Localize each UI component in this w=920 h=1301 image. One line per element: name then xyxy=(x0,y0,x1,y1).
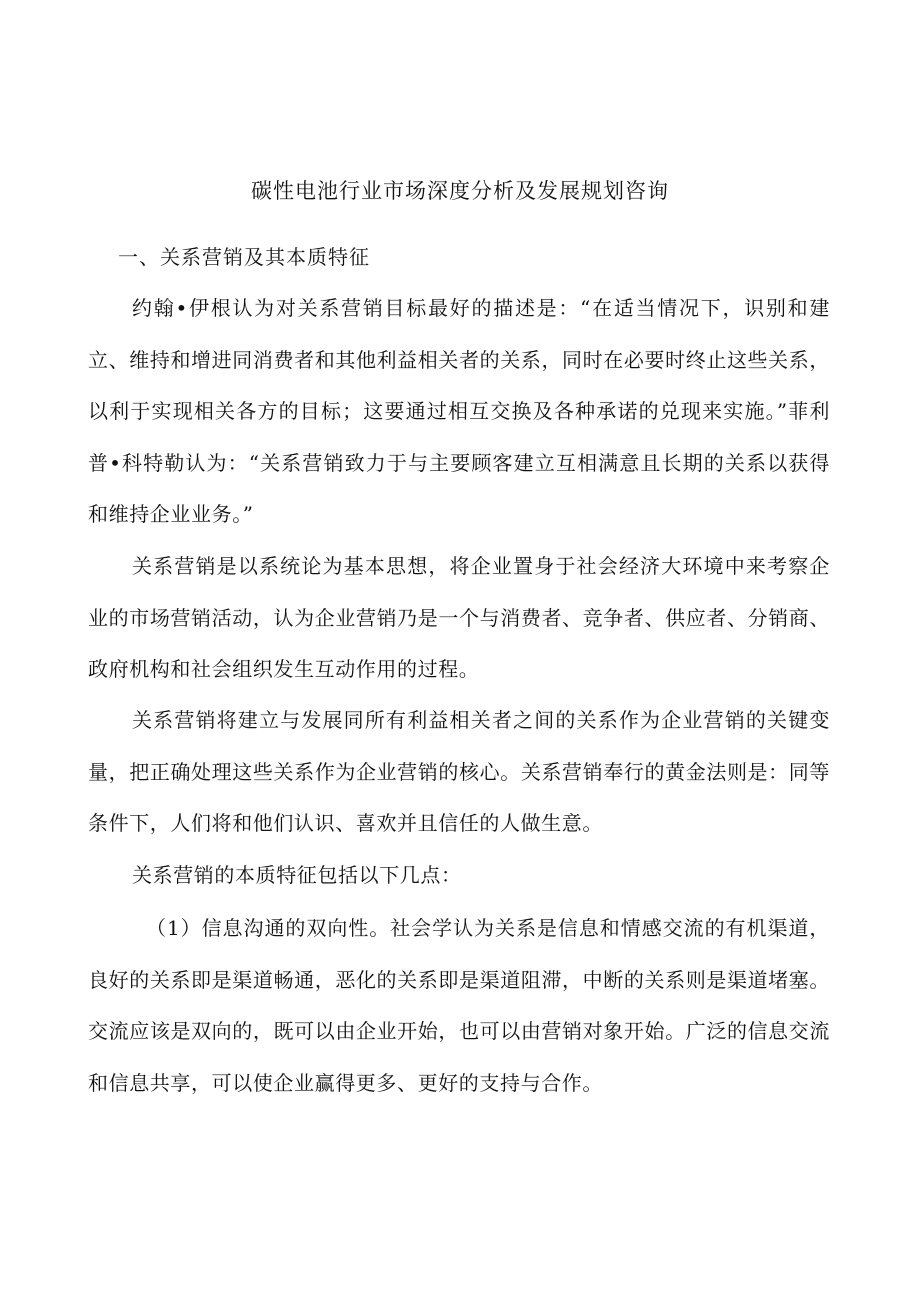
paragraph-two-way-communication: （1）信息沟通的双向性。社会学认为关系是信息和情感交流的有机渠道，良好的关系即是渠道畅通，恶化的关系即是渠道阻滞，中断的关系则是渠道堵塞。交流应该是双向的，既可以由企业开始，也可以由营销对象开始。广泛的信息交流和信息共享，可以使企业赢得更多、更好的支持与合作。 xyxy=(88,916,830,1095)
paragraph-characteristics-intro: 关系营销的本质特征包括以下几点： xyxy=(132,863,462,887)
section-heading: 一、关系营销及其本质特征 xyxy=(118,245,370,269)
paragraph-relationship-marketing-definition: 约翰•伊根认为对关系营销目标最好的描述是：“在适当情况下，识别和建立、维持和增进同消费者和其他利益相关者的关系，同时在必要时终止这些关系，以利于实现相关各方的目标；这要通过相互交换及各种承诺的兑现来实施。”菲利普•科特勒认为：“关系营销致力于与主要顾客建立互相满意且长期的关系以获得和维持企业业务。” xyxy=(88,296,830,527)
paragraph-system-theory: 关系营销是以系统论为基本思想，将企业置身于社会经济大环境中来考察企业的市场营销活动，认为企业营销乃是一个与消费者、竞争者、供应者、分销商、政府机构和社会组织发生互动作用的过程。 xyxy=(88,554,830,682)
document-title: 碳性电池行业市场深度分析及发展规划咨询 xyxy=(251,179,669,203)
paragraph-golden-rule: 关系营销将建立与发展同所有利益相关者之间的关系作为企业营销的关键变量，把正确处理这些关系作为企业营销的核心。关系营销奉行的黄金法则是：同等条件下，人们将和他们认识、喜欢并且信任的人做生意。 xyxy=(88,708,830,836)
